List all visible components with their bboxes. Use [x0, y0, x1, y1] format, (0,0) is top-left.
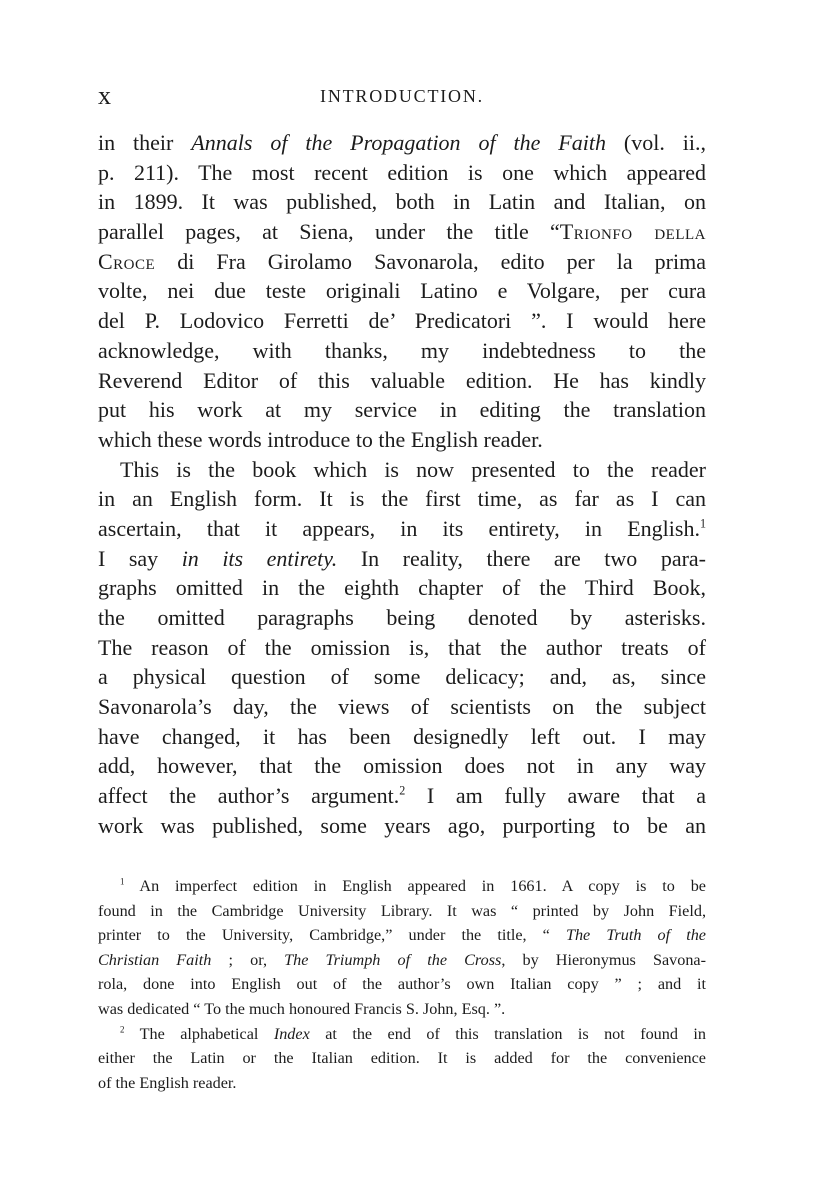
footnotes [98, 874, 706, 1095]
body-line: Reverend Editor of this valuable edition. He has kindly [98, 367, 706, 393]
body-line: This is the book which is now presented to the reader [120, 456, 706, 482]
body-line: in an English form. It is the first time, as far as I can [98, 486, 706, 512]
body-line: I say in its entirety. In reality, there are two para- [98, 545, 706, 571]
page-number: x [98, 81, 111, 110]
footnote-line: rola, done into English out of the author’s own Italian copy ” ; and it [98, 975, 706, 994]
body-line: the omitted paragraphs being denoted by asterisks. [98, 605, 706, 630]
body-line: ascertain, that it appears, in its entirety, in English.$^1$ [98, 515, 706, 541]
running-title: INTRODUCTION. [320, 86, 484, 106]
footnote-line: $^2$ The alphabetical Index at the end of this translation is not found in [120, 1024, 706, 1043]
body-line: The reason of the omission is, that the author treats of [98, 634, 706, 660]
body-line: put his work at my service in editing the translation [98, 397, 706, 423]
footnote-line: was dedicated “ To the much honoured Francis S. John, Esq. ”. [98, 999, 506, 1018]
footnote-line: $^1$ An imperfect edition in English appeared in 1661. A copy is to be [120, 876, 706, 895]
body-line: in 1899. It was published, both in Latin and Italian, on [98, 189, 706, 215]
body-line: which these words introduce to the English reader. [98, 426, 543, 452]
footnote-line: either the Latin or the Italian edition. It is added for the convenience [98, 1049, 706, 1068]
body-line: volte, nei due teste originali Latino e Volgare, per cura [98, 278, 706, 304]
body-line: in their Annals of the Propagation of the Faith (vol. ii., [98, 130, 706, 155]
body-line: Savonarola’s day, the views of scientists on the subject [98, 694, 706, 720]
footnote-ref: 1 [699, 516, 706, 531]
body-line: acknowledge, with thanks, my indebtedness to the [98, 337, 706, 363]
body-line: parallel pages, at Siena, under the title “Trionfo della [98, 219, 706, 245]
body-line: graphs omitted in the eighth chapter of the Third Book, [98, 575, 706, 601]
body-line: Croce di Fra Girolamo Savonarola, edito per la prima [98, 248, 706, 274]
footnote-line: of the English reader. [98, 1073, 237, 1092]
footnote-line: Christian Faith ; or, The Triumph of the Cross, by Hieronymus Savona- [98, 950, 706, 969]
body-line: p. 211). The most recent edition is one which appeared [98, 159, 706, 185]
footnote-line: printer to the University, Cambridge,” under the title, “ The Truth of the [98, 926, 706, 945]
page-header [98, 82, 706, 112]
body-line: del P. Lodovico Ferretti de’ Predicatori ”. I would here [98, 308, 706, 334]
body-line: affect the author’s argument.$^2$ I am fully aware that a [98, 783, 706, 809]
body-text [98, 128, 706, 841]
body-line: a physical question of some delicacy; and, as, since [98, 664, 706, 690]
body-line: add, however, that the omission does not in any way [98, 753, 706, 779]
footnote-ref: 2 [399, 783, 406, 798]
footnote-line: found in the Cambridge University Library. It was “ printed by John Field, [98, 901, 706, 920]
body-line: work was published, some years ago, purporting to be an [98, 812, 706, 838]
body-line: have changed, it has been designedly left out. I may [98, 723, 706, 749]
